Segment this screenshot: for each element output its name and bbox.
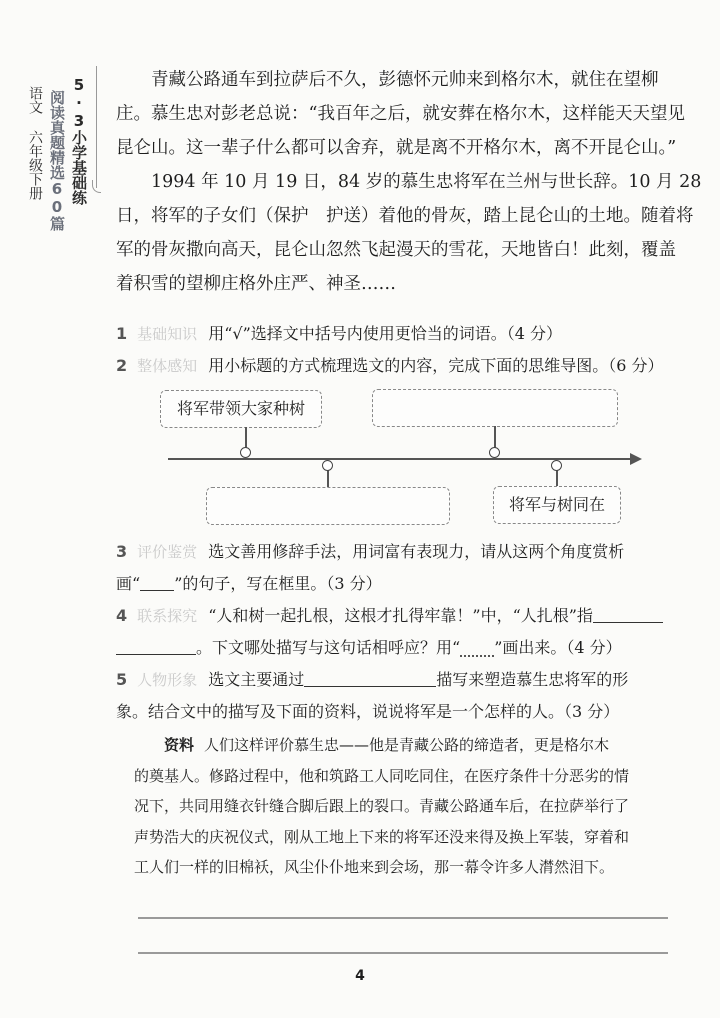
question-4 <box>116 600 676 664</box>
timeline-line <box>168 458 636 460</box>
sidebar-hook <box>92 180 101 193</box>
text-line: 着积雪的望柳庄格外庄严、神圣…… <box>116 274 396 294</box>
question-2 <box>116 350 676 382</box>
question-tag: 评价鉴赏 <box>137 543 198 561</box>
question-number: 2 <box>116 356 128 375</box>
question-number: 5 <box>116 670 128 689</box>
reference-material <box>134 730 662 883</box>
timeline-node <box>551 460 562 471</box>
answer-line[interactable] <box>138 917 668 919</box>
timeline-arrow-icon <box>630 453 642 465</box>
question-5 <box>116 664 676 728</box>
material-line: 声势浩大的庆祝仪式，刚从工地上下来的将军还没来得及换上军装，穿着和 <box>134 827 630 846</box>
sidebar-rule <box>96 66 97 188</box>
mind-map <box>160 385 650 530</box>
question-number: 3 <box>116 542 128 561</box>
question-text: 用小标题的方式梳理选文的内容，完成下面的思维导图。（6 分） <box>208 356 664 375</box>
text-line: 1994 年 10 月 19 日，84 岁的慕生忠将军在兰州与世长辞。10 月 28 <box>151 172 702 192</box>
question-number: 4 <box>116 606 128 625</box>
question-text: 画“ <box>116 574 141 593</box>
material-line: 人们这样评价慕生忠——他是青藏公路的缔造者，更是格尔木 <box>204 736 610 754</box>
question-text: ”画出来。（4 分） <box>494 638 622 657</box>
answer-line[interactable] <box>138 952 668 954</box>
question-text: “人和树一起扎根，这根才扎得牢靠！”中，“人扎根”指 <box>208 606 593 625</box>
passage-paragraph-2 <box>116 165 702 301</box>
timeline-node <box>489 447 500 458</box>
wavy-line-mark <box>460 639 494 657</box>
answer-blank[interactable] <box>593 602 663 623</box>
sidebar-series-label <box>27 76 90 231</box>
mindmap-box-2-answer[interactable] <box>372 389 618 427</box>
text-line: 军的骨灰撒向高天，昆仑山忽然飞起漫天的雪花，天地皆白！此刻，覆盖 <box>116 240 676 260</box>
question-text: 选文主要通过 <box>208 670 305 689</box>
question-text: 。下文哪处描写与这句话相呼应？用“ <box>196 638 461 657</box>
question-text: 用“√”选择文中括号内使用更恰当的词语。（4 分） <box>208 324 563 343</box>
question-text: 选文善用修辞手法，用词富有表现力，请从这两个角度赏析 <box>208 542 625 561</box>
timeline-node <box>240 447 251 458</box>
answer-blank[interactable] <box>304 666 436 687</box>
question-3 <box>116 536 676 600</box>
timeline-node <box>322 460 333 471</box>
text-line: 昆仑山。这一辈子什么都可以舍弃，就是离不开格尔木，离不开昆仑山。” <box>116 138 677 158</box>
passage-paragraph-1 <box>116 63 685 165</box>
material-line: 况下，共同用缝衣针缝合脚后跟上的裂口。青藏公路通车后，在拉萨举行了 <box>134 797 630 815</box>
question-tag: 整体感知 <box>137 357 198 375</box>
underline-mark <box>140 570 174 591</box>
series-title: 5·3小学基础练 <box>70 76 88 205</box>
material-line: 工人们一样的旧棉袄，风尘仆仆地来到会场，那一幕令许多人潸然泪下。 <box>134 858 615 876</box>
text-line: 日，将军的子女们（保护 护送）着他的骨灰，踏上昆仑山的土地。随着将 <box>116 206 694 226</box>
answer-blank[interactable] <box>116 634 196 655</box>
question-tag: 联系探究 <box>137 607 198 625</box>
mindmap-box-4: 将军与树同在 <box>493 486 621 524</box>
mindmap-box-3-answer[interactable] <box>206 487 450 525</box>
material-tag: 资料 <box>164 736 195 754</box>
text-line: 青藏公路通车到拉萨后不久，彭德怀元帅来到格尔木，就住在望柳 <box>151 70 659 90</box>
book-title: 阅读真题精选60篇 <box>48 90 66 231</box>
page-number: 4 <box>355 968 365 984</box>
material-line: 的奠基人。修路过程中，他和筑路工人同吃同住，在医疗条件十分恶劣的情 <box>134 766 630 785</box>
text-line: 庄。慕生忠对彭老总说：“我百年之后，就安葬在格尔木，这样能天天望见 <box>116 104 685 124</box>
question-tag: 人物形象 <box>137 671 198 689</box>
mindmap-box-1: 将军带领大家种树 <box>160 390 322 428</box>
question-text: ”的句子，写在框里。（3 分） <box>174 574 382 593</box>
question-text: 象。结合文中的描写及下面的资料，说说将军是一个怎样的人。（3 分） <box>116 702 620 721</box>
question-1 <box>116 318 676 350</box>
question-number: 1 <box>116 324 128 343</box>
question-text: 描写来塑造慕生忠将军的形 <box>436 670 629 689</box>
subject-grade: 语文 六年级下册 <box>27 86 43 200</box>
question-tag: 基础知识 <box>137 325 198 343</box>
